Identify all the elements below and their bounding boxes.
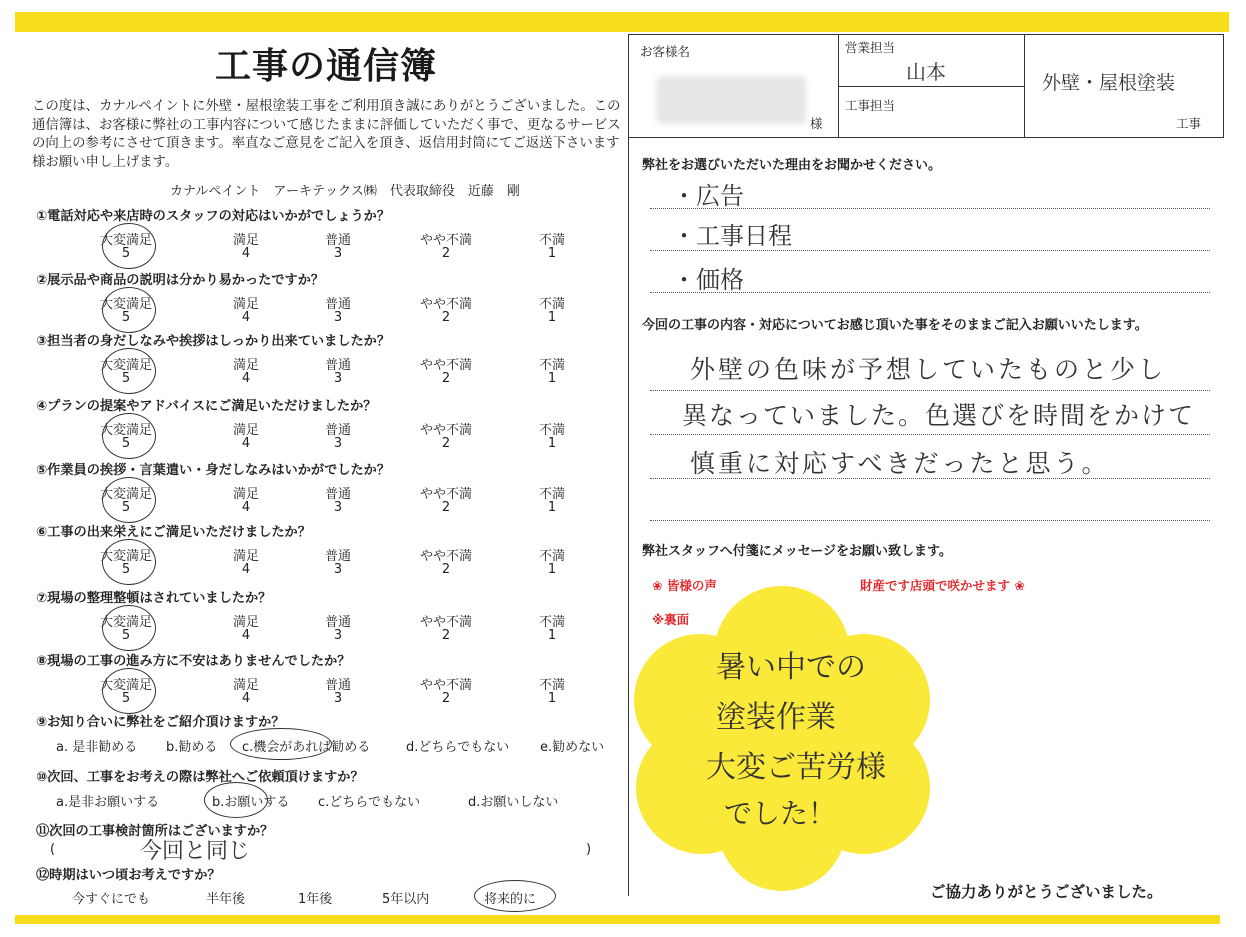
q12-option-2[interactable]: 半年後 xyxy=(206,892,246,907)
rating-label: 満足 xyxy=(232,678,259,693)
message-red-note: ※裏面 xyxy=(652,612,690,627)
rating-label: 普通 xyxy=(324,678,351,693)
work-label: 工事 xyxy=(1176,116,1202,131)
q12-option-1[interactable]: 今すぐにでも xyxy=(72,892,151,907)
sticky-line-1: 暑い中での xyxy=(716,650,866,685)
rating-option[interactable]: 5 xyxy=(121,691,131,706)
rating-option[interactable]: 1 xyxy=(547,371,557,386)
rating-label: やや不満 xyxy=(419,233,472,248)
rating-option[interactable]: 1 xyxy=(547,436,557,451)
rating-scale-6 xyxy=(36,545,596,579)
rating-scale-1 xyxy=(36,229,596,263)
sales-rep-name: 山本 xyxy=(906,60,946,84)
rating-label: やや不満 xyxy=(419,423,472,438)
rating-label: 大変満足 xyxy=(99,615,152,630)
bottom-yellow-band xyxy=(15,915,1220,924)
rating-option[interactable]: 3 xyxy=(333,628,343,643)
q9-option-b[interactable]: b.勧める xyxy=(166,740,218,755)
work-type-handwritten: 外壁・屋根塗装 xyxy=(1042,72,1176,94)
rating-option[interactable]: 2 xyxy=(441,500,451,515)
q9-option-c[interactable]: c.機会があれば勧める xyxy=(242,740,371,755)
rating-scale-2 xyxy=(36,293,596,327)
q10-text: ⑩次回、工事をお考えの際は弊社へご依頼頂けますか？ xyxy=(36,770,364,785)
rating-option[interactable]: 5 xyxy=(121,500,131,515)
rating-label: 普通 xyxy=(324,233,351,248)
rating-question-4: ④プランの提案やアドバイスにご満足いただけましたか？ xyxy=(36,399,377,414)
sticky-note-flower xyxy=(632,582,932,892)
top-yellow-band xyxy=(15,12,1229,32)
rating-option[interactable]: 5 xyxy=(121,371,131,386)
rating-label: 不満 xyxy=(538,549,565,564)
rating-option[interactable]: 1 xyxy=(547,628,557,643)
impression-line-2: 異なっていました。色選びを時間をかけて xyxy=(682,401,1196,430)
answer-circle xyxy=(102,539,156,585)
rating-question-8: ⑧現場の工事の進み方に不安はありませんでしたか？ xyxy=(36,654,351,669)
rating-option[interactable]: 4 xyxy=(241,500,251,515)
rating-label: 大変満足 xyxy=(99,423,152,438)
q11-open-paren: ( xyxy=(50,842,56,857)
reason-answer-3: ・価格 xyxy=(672,266,744,294)
rating-label: 満足 xyxy=(232,487,259,502)
rating-label: 不満 xyxy=(538,358,565,373)
q9-option-a[interactable]: a. 是非勧める xyxy=(56,740,138,755)
q10-option-b[interactable]: b.お願いする xyxy=(212,795,290,810)
rating-label: 大変満足 xyxy=(99,549,152,564)
rating-option[interactable]: 3 xyxy=(333,500,343,515)
rating-question-2: ②展示品や商品の説明は分かり易かったですか？ xyxy=(36,273,325,288)
rating-option[interactable]: 3 xyxy=(333,436,343,451)
customer-name-redacted xyxy=(656,76,806,124)
q12-answer-circle xyxy=(474,880,556,912)
message-red-line-end: 財産です店頭で咲かせます ❀ xyxy=(860,578,1025,593)
answer-circle xyxy=(102,348,156,394)
rating-option[interactable]: 1 xyxy=(547,691,557,706)
q10-option-a[interactable]: a.是非お願いする xyxy=(56,795,160,810)
rating-option[interactable]: 5 xyxy=(121,628,131,643)
sticky-line-2: 塗装作業 xyxy=(716,700,836,735)
rating-option[interactable]: 2 xyxy=(441,371,451,386)
page-title: 工事の通信簿 xyxy=(215,46,438,87)
q12-option-4[interactable]: 5年以内 xyxy=(382,892,430,907)
rating-option[interactable]: 4 xyxy=(241,310,251,325)
rating-label: やや不満 xyxy=(419,678,472,693)
rating-label: 普通 xyxy=(324,549,351,564)
rating-scale-5 xyxy=(36,483,596,517)
q10-option-c[interactable]: c.どちらでもない xyxy=(318,795,421,810)
answer-circle xyxy=(102,477,156,523)
q12-option-5[interactable]: 将来的に xyxy=(484,892,537,907)
impression-line-1: 外壁の色味が予想していたものと少し xyxy=(690,355,1167,384)
q10-option-d[interactable]: d.お願いしない xyxy=(468,795,559,810)
rating-label: 満足 xyxy=(232,358,259,373)
q11-close-paren: ) xyxy=(586,842,592,857)
rating-label: 普通 xyxy=(324,423,351,438)
rating-scale-4 xyxy=(36,419,596,453)
rating-label: やや不満 xyxy=(419,358,472,373)
rating-option[interactable]: 3 xyxy=(333,371,343,386)
rating-label: 不満 xyxy=(538,423,565,438)
rating-label: 普通 xyxy=(324,615,351,630)
rating-option[interactable]: 4 xyxy=(241,562,251,577)
rating-label: 満足 xyxy=(232,297,259,312)
construction-rep-label: 工事担当 xyxy=(845,98,896,113)
rating-label: 満足 xyxy=(232,423,259,438)
column-divider xyxy=(628,136,629,896)
q9-answer-circle xyxy=(230,728,332,760)
rating-question-3: ③担当者の身だしなみや挨拶はしっかり出来ていましたか？ xyxy=(36,334,391,349)
thanks-text: ご協力ありがとうございました。 xyxy=(930,883,1163,901)
signature: カナルペイント アーキテックス㈱ 代表取締役 近藤 剛 xyxy=(170,184,520,199)
rating-option[interactable]: 2 xyxy=(441,628,451,643)
rating-option[interactable]: 2 xyxy=(441,691,451,706)
rating-question-6: ⑥工事の出来栄えにご満足いただけましたか？ xyxy=(36,525,311,540)
answer-circle xyxy=(102,223,156,269)
rating-scale-7 xyxy=(36,611,596,645)
rating-option[interactable]: 1 xyxy=(547,310,557,325)
rating-label: やや不満 xyxy=(419,549,472,564)
q12-option-3[interactable]: 1年後 xyxy=(298,892,333,907)
q9-text: ⑨お知り合いに弊社をご紹介頂けますか？ xyxy=(36,715,285,730)
answer-circle xyxy=(102,668,156,714)
rating-option[interactable]: 5 xyxy=(121,310,131,325)
rating-option[interactable]: 5 xyxy=(121,246,131,261)
rating-label: 満足 xyxy=(232,233,259,248)
rating-question-5: ⑤作業員の挨拶・言葉遣い・身だしなみはいかがでしたか？ xyxy=(36,463,391,478)
rating-label: 不満 xyxy=(538,297,565,312)
answer-circle xyxy=(102,287,156,333)
rating-option[interactable]: 2 xyxy=(441,562,451,577)
rating-option[interactable]: 2 xyxy=(441,246,451,261)
reason-answer-2: ・工事日程 xyxy=(672,222,792,250)
q9-option-e[interactable]: e.勧めない xyxy=(540,740,605,755)
sticky-line-4: でした！ xyxy=(724,797,837,830)
rating-option[interactable]: 2 xyxy=(441,436,451,451)
rating-label: 大変満足 xyxy=(99,678,152,693)
rating-label: 不満 xyxy=(538,233,565,248)
rating-label: 満足 xyxy=(232,615,259,630)
rating-label: 満足 xyxy=(232,549,259,564)
answer-circle xyxy=(102,605,156,651)
rating-option[interactable]: 1 xyxy=(547,500,557,515)
rating-label: やや不満 xyxy=(419,487,472,502)
q11-text: ⑪次回の工事検討箇所はございますか？ xyxy=(36,824,274,839)
rating-label: 不満 xyxy=(538,615,565,630)
impression-line-3: 慎重に対応すべきだったと思う。 xyxy=(690,449,1110,478)
rating-label: 普通 xyxy=(324,358,351,373)
rating-label: やや不満 xyxy=(419,615,472,630)
rating-question-1: ①電話対応や来店時のスタッフの対応はいかがでしょうか？ xyxy=(36,209,391,224)
rating-option[interactable]: 3 xyxy=(333,562,343,577)
rating-option[interactable]: 4 xyxy=(241,246,251,261)
rating-option[interactable]: 4 xyxy=(241,436,251,451)
q11-handwritten-answer: 今回と同じ xyxy=(140,839,251,864)
rating-scale-3 xyxy=(36,354,596,388)
rating-option[interactable]: 1 xyxy=(547,246,557,261)
rating-option[interactable]: 5 xyxy=(121,436,131,451)
rating-question-7: ⑦現場の整理整頓はされていましたか？ xyxy=(36,591,272,606)
rating-label: 普通 xyxy=(324,487,351,502)
answer-circle xyxy=(102,413,156,459)
rating-label: 不満 xyxy=(538,487,565,502)
rating-label: 大変満足 xyxy=(99,297,152,312)
rating-option[interactable]: 4 xyxy=(241,691,251,706)
rating-option[interactable]: 3 xyxy=(333,246,343,261)
rating-option[interactable]: 5 xyxy=(121,562,131,577)
rating-option[interactable]: 2 xyxy=(441,310,451,325)
rating-option[interactable]: 3 xyxy=(333,691,343,706)
customer-name-label: お客様名 xyxy=(640,44,691,59)
q10-answer-circle xyxy=(204,782,268,818)
impression-prompt: 今回の工事の内容・対応についてお感じ頂いた事をそのままご記入お願いいたします。 xyxy=(642,318,1148,333)
customer-suffix: 様 xyxy=(810,116,823,131)
rating-option[interactable]: 4 xyxy=(241,628,251,643)
reason-prompt: 弊社をお選びいただいた理由をお聞かせください。 xyxy=(642,158,942,173)
rating-label: 大変満足 xyxy=(99,233,152,248)
reason-answer-1: ・広告 xyxy=(672,182,744,210)
rating-label: 大変満足 xyxy=(99,358,152,373)
message-red-line-start: ❀ 皆様の声 xyxy=(652,578,717,593)
sticky-line-3: 大変ご苦労様 xyxy=(706,750,886,785)
rating-scale-8 xyxy=(36,674,596,708)
intro-text: この度は、カナルペイントに外壁・屋根塗装工事をご利用頂き誠にありがとうございました。この通信簿は、お客様に弊社の工事内容について感じたままに評価していただく事で、更なるサービスの向上の参考にさせて頂きます。率直なご意見をご記入を頂き、返信用封筒にてご返送下さいます様お願い申し上げます。 xyxy=(32,99,621,170)
sales-rep-label: 営業担当 xyxy=(845,40,896,55)
q9-option-d[interactable]: d.どちらでもない xyxy=(406,740,510,755)
rating-label: 大変満足 xyxy=(99,487,152,502)
rating-option[interactable]: 3 xyxy=(333,310,343,325)
rating-label: 不満 xyxy=(538,678,565,693)
rating-option[interactable]: 4 xyxy=(241,371,251,386)
rating-option[interactable]: 1 xyxy=(547,562,557,577)
rating-label: やや不満 xyxy=(419,297,472,312)
rating-label: 普通 xyxy=(324,297,351,312)
message-prompt: 弊社スタッフへ付箋にメッセージをお願い致します。 xyxy=(642,544,952,559)
q12-text: ⑫時期はいつ頃お考えですか？ xyxy=(36,868,221,883)
